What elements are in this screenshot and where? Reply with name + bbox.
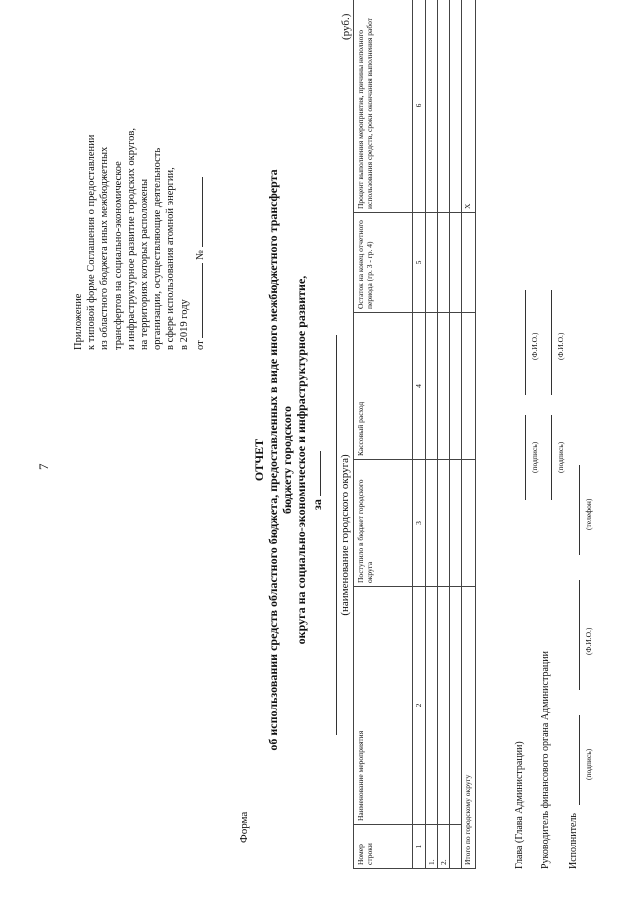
empty-cell — [426, 0, 438, 213]
row-number: 1. — [426, 825, 438, 869]
number-label: № — [194, 250, 206, 261]
table-row — [438, 0, 450, 869]
column-header-completion: Процент выполнения мероприятия, причины неполного использования средств, сроки окончания выполнения работ — [354, 0, 413, 213]
empty-cell — [462, 460, 476, 587]
finance-signature-line — [551, 415, 552, 500]
executor-phone-line — [579, 465, 580, 555]
executor-signature-line — [579, 715, 580, 805]
executor-name-line — [579, 580, 580, 690]
column-number: 5 — [413, 213, 426, 313]
total-label: Итого по городскому округу — [462, 587, 476, 869]
appendix-line: организации, осуществляющие деятельность — [152, 147, 164, 350]
column-header-row-number: Номер строки — [354, 825, 413, 869]
empty-cell — [462, 313, 476, 460]
head-signature-label: Глава (Глава Администрации) — [514, 741, 525, 869]
empty-cell — [426, 213, 438, 313]
empty-cell — [426, 313, 438, 460]
column-header-received: Поступило в бюджет городского округа — [354, 460, 413, 587]
appendix-line: Приложение — [73, 293, 84, 350]
appendix-line: к типовой форме Соглашения о предоставлении — [86, 134, 98, 350]
empty-cell — [450, 587, 462, 825]
appendix-line: в 2019 году — [178, 299, 190, 350]
column-number: 6 — [413, 0, 426, 213]
report-title — [252, 165, 308, 755]
for-label: за — [310, 499, 324, 510]
appendix-block — [72, 15, 207, 350]
phone-caption: (телефон) — [584, 498, 593, 530]
table-row — [450, 0, 462, 869]
table-header-row — [354, 0, 413, 869]
from-label: от — [194, 340, 206, 350]
report-title-line-1: об использовании средств областного бюджета, предоставленных в виде иного межбюджетного трансферта бюджету городского — [266, 169, 294, 751]
empty-cell — [438, 587, 450, 825]
column-number: 3 — [413, 460, 426, 587]
column-number: 4 — [413, 313, 426, 460]
empty-cell — [438, 213, 450, 313]
name-caption: (Ф.И.О.) — [584, 627, 593, 655]
column-number-row — [413, 0, 426, 869]
signature-caption: (подпись) — [556, 441, 565, 473]
column-header-cash-expense: Кассовый расход — [354, 313, 413, 460]
column-header-balance: Остаток на конец отчетного периода (гр. 3 - гр. 4) — [354, 213, 413, 313]
empty-cell — [462, 213, 476, 313]
appendix-line: из областного бюджета иных межбюджетных — [99, 146, 111, 350]
empty-cell — [426, 460, 438, 587]
name-caption: (Ф.И.О.) — [556, 332, 565, 360]
appendix-date-number-line — [191, 15, 207, 350]
signature-caption: (подпись) — [584, 748, 593, 780]
head-signature-line — [525, 415, 526, 500]
empty-cell — [450, 825, 462, 869]
empty-cell — [450, 0, 462, 213]
finance-head-signature-label: Руководитель финансового органа Администрации — [540, 651, 551, 869]
row-number: 2. — [438, 825, 450, 869]
empty-cell — [438, 460, 450, 587]
column-number: 2 — [413, 587, 426, 825]
column-number: 1 — [413, 825, 426, 869]
empty-cell — [450, 460, 462, 587]
report-period — [308, 451, 325, 510]
appendix-line: на территориях которых расположены — [139, 178, 151, 350]
appendix-line: трансфертов на социально-экономическое — [112, 161, 124, 350]
currency-unit-label: (руб.) — [340, 13, 352, 40]
number-blank-line — [191, 177, 203, 247]
finance-name-line — [551, 290, 552, 395]
report-heading: ОТЧЕТ — [252, 438, 266, 482]
head-name-line — [525, 290, 526, 395]
period-blank-line — [308, 451, 321, 496]
empty-cell — [450, 213, 462, 313]
name-caption: (Ф.И.О.) — [530, 332, 539, 360]
form-label: Форма — [238, 811, 250, 843]
executor-label: Исполнитель — [568, 813, 579, 869]
empty-cell — [450, 313, 462, 460]
date-blank-line — [191, 263, 203, 338]
total-row — [462, 0, 476, 869]
empty-cell — [438, 0, 450, 213]
municipality-blank-line — [336, 335, 337, 735]
signature-caption: (подпись) — [530, 441, 539, 473]
report-table — [353, 0, 476, 869]
empty-cell — [438, 313, 450, 460]
report-title-line-2: округа на социально-экономическое и инфраструктурное развитие, — [294, 275, 308, 645]
page-number: 7 — [36, 463, 51, 470]
total-mark: X — [462, 0, 476, 213]
column-header-activity-name: Наименование мероприятия — [354, 587, 413, 825]
empty-cell — [426, 587, 438, 825]
appendix-line: и инфраструктурное развитие городских округов, — [125, 128, 137, 350]
municipality-caption: (наименование городского округа) — [339, 454, 351, 616]
appendix-line: в сфере использования атомной энергии, — [165, 167, 177, 350]
table-row — [426, 0, 438, 869]
